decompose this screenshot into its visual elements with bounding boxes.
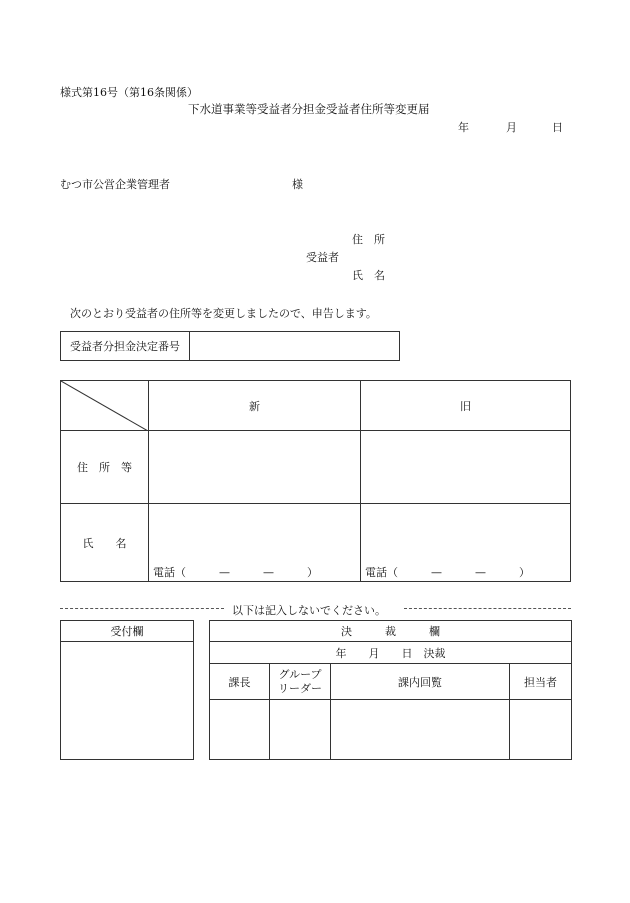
diagonal-header-cell [61, 381, 149, 431]
date-month-label: 月 [506, 121, 517, 134]
decision-date: 年 月 日 決裁 [210, 642, 572, 664]
addressee-honorific: 様 [292, 178, 303, 191]
date-day-label: 日 [552, 121, 563, 134]
new-address-field[interactable] [149, 431, 361, 504]
section-chief-header: 課長 [210, 664, 270, 700]
reception-field[interactable] [61, 642, 194, 760]
separator-left [60, 608, 224, 609]
row-name-label: 氏 名 [61, 504, 149, 582]
form-title: 下水道事業等受益者分担金受益者住所等変更届 [188, 102, 430, 116]
decision-number-field[interactable] [190, 332, 400, 361]
section-chief-stamp[interactable] [210, 700, 270, 760]
group-leader-line-1: グループ [278, 667, 322, 681]
form-number: 様式第16号（第16条関係） [60, 86, 198, 99]
addressee-name: むつ市公営企業管理者 [60, 178, 170, 191]
applicant-address-label: 住 所 [352, 233, 385, 246]
row-address-label: 住 所 等 [61, 431, 149, 504]
new-phone-label: 電話（ — — ） [153, 566, 318, 579]
reception-header: 受付欄 [61, 621, 194, 642]
column-new-header: 新 [149, 381, 361, 431]
column-old-header: 旧 [361, 381, 571, 431]
internal-review-stamp[interactable] [331, 700, 510, 760]
office-use-notice: 以下は記入しないでください。 [232, 604, 386, 617]
new-name-field[interactable] [149, 504, 361, 582]
decision-table [209, 620, 572, 760]
statement-text: 次のとおり受益者の住所等を変更しましたので、申告します。 [70, 307, 377, 320]
old-phone-label: 電話（ — — ） [365, 566, 530, 579]
decision-header: 決 裁 欄 [210, 621, 572, 642]
internal-review-header: 課内回覧 [331, 664, 510, 700]
reception-table [60, 620, 194, 760]
change-table [60, 380, 571, 582]
person-in-charge-header: 担当者 [510, 664, 572, 700]
separator-right [404, 608, 571, 609]
old-address-field[interactable] [361, 431, 571, 504]
person-in-charge-stamp[interactable] [510, 700, 572, 760]
applicant-role-label: 受益者 [306, 251, 339, 264]
diagonal-line [61, 381, 148, 431]
decision-number-table [60, 331, 400, 361]
old-name-field[interactable] [361, 504, 571, 582]
group-leader-line-2: リーダー [278, 681, 322, 695]
date-year-label: 年 [458, 121, 469, 134]
group-leader-header [270, 664, 331, 700]
decision-number-label: 受益者分担金決定番号 [61, 332, 190, 361]
group-leader-stamp[interactable] [270, 700, 331, 760]
applicant-name-label: 氏 名 [352, 269, 385, 282]
